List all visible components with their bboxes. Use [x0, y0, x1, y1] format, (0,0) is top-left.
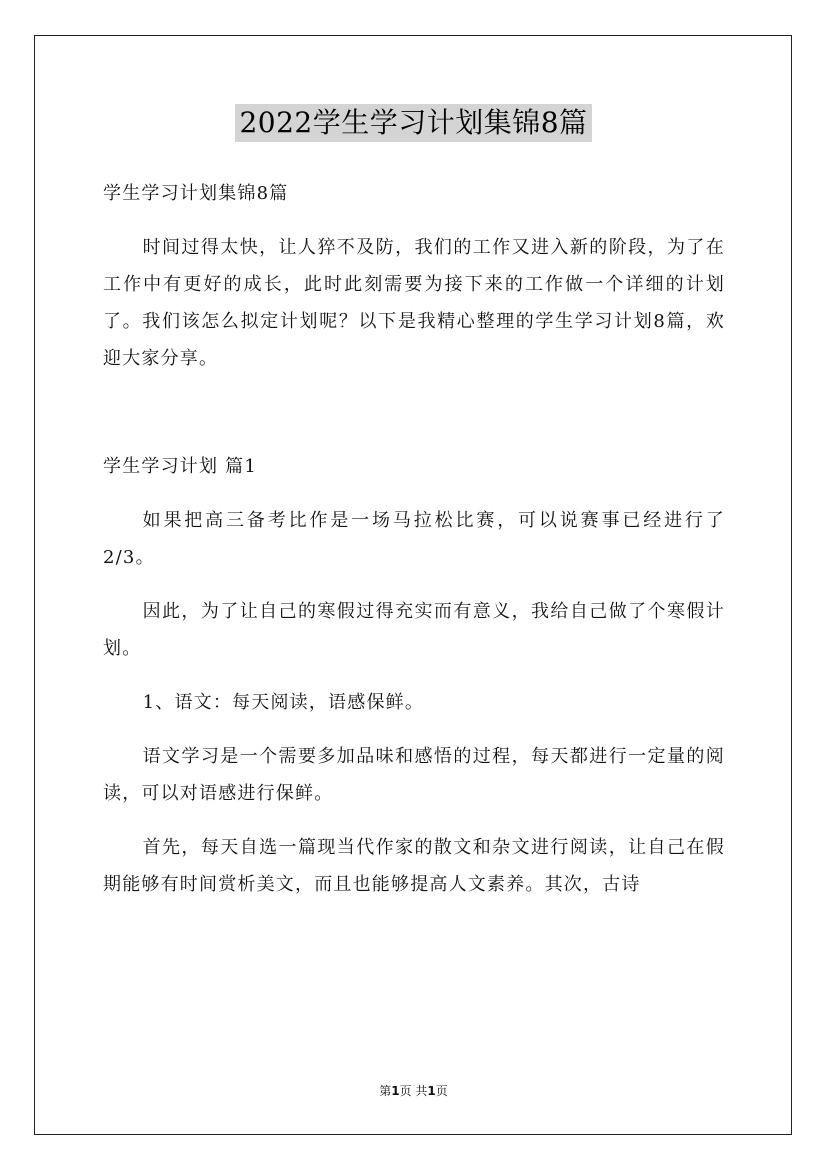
subtitle-paragraph: 学生学习计划集锦8篇 — [103, 183, 289, 204]
footer-page-mid: 页 共 — [399, 1084, 428, 1098]
footer-page-suffix: 页 — [435, 1084, 448, 1098]
footer-page-current: 1 — [391, 1084, 400, 1098]
intro-paragraph: 时间过得太快，让人猝不及防，我们的工作又进入新的阶段，为了在工作中有更好的成长，此时此刻需要为接下来的工作做一个详细的计划了。我们该怎么拟定计划呢？以下是我精心整理的学生学习计划8篇，欢迎大家分享。 — [103, 237, 725, 369]
body-paragraph: 语文学习是一个需要多加品味和感悟的过程，每天都进行一定量的阅读，可以对语感进行保鲜。 — [103, 746, 725, 804]
body-paragraph: 如果把高三备考比作是一场马拉松比赛，可以说赛事已经进行了2/3。 — [103, 510, 725, 568]
document-title: 2022学生学习计划集锦8篇 — [235, 104, 591, 142]
section-gap — [103, 394, 725, 448]
footer-page-prefix: 第 — [379, 1084, 392, 1098]
page-footer — [0, 1082, 827, 1099]
title-container — [0, 104, 827, 142]
document-body — [103, 175, 725, 920]
footer-page-total: 1 — [427, 1084, 436, 1098]
body-paragraph: 首先，每天自选一篇现当代作家的散文和杂文进行阅读，让自己在假期能够有时间赏析美文，而且也能够提高人文素养。其次，古诗 — [103, 837, 725, 895]
section-heading: 学生学习计划 篇1 — [103, 456, 257, 477]
body-paragraph: 因此，为了让自己的寒假过得充实而有意义，我给自己做了个寒假计划。 — [103, 601, 725, 659]
list-item-heading: 1、语文：每天阅读，语感保鲜。 — [142, 692, 425, 713]
